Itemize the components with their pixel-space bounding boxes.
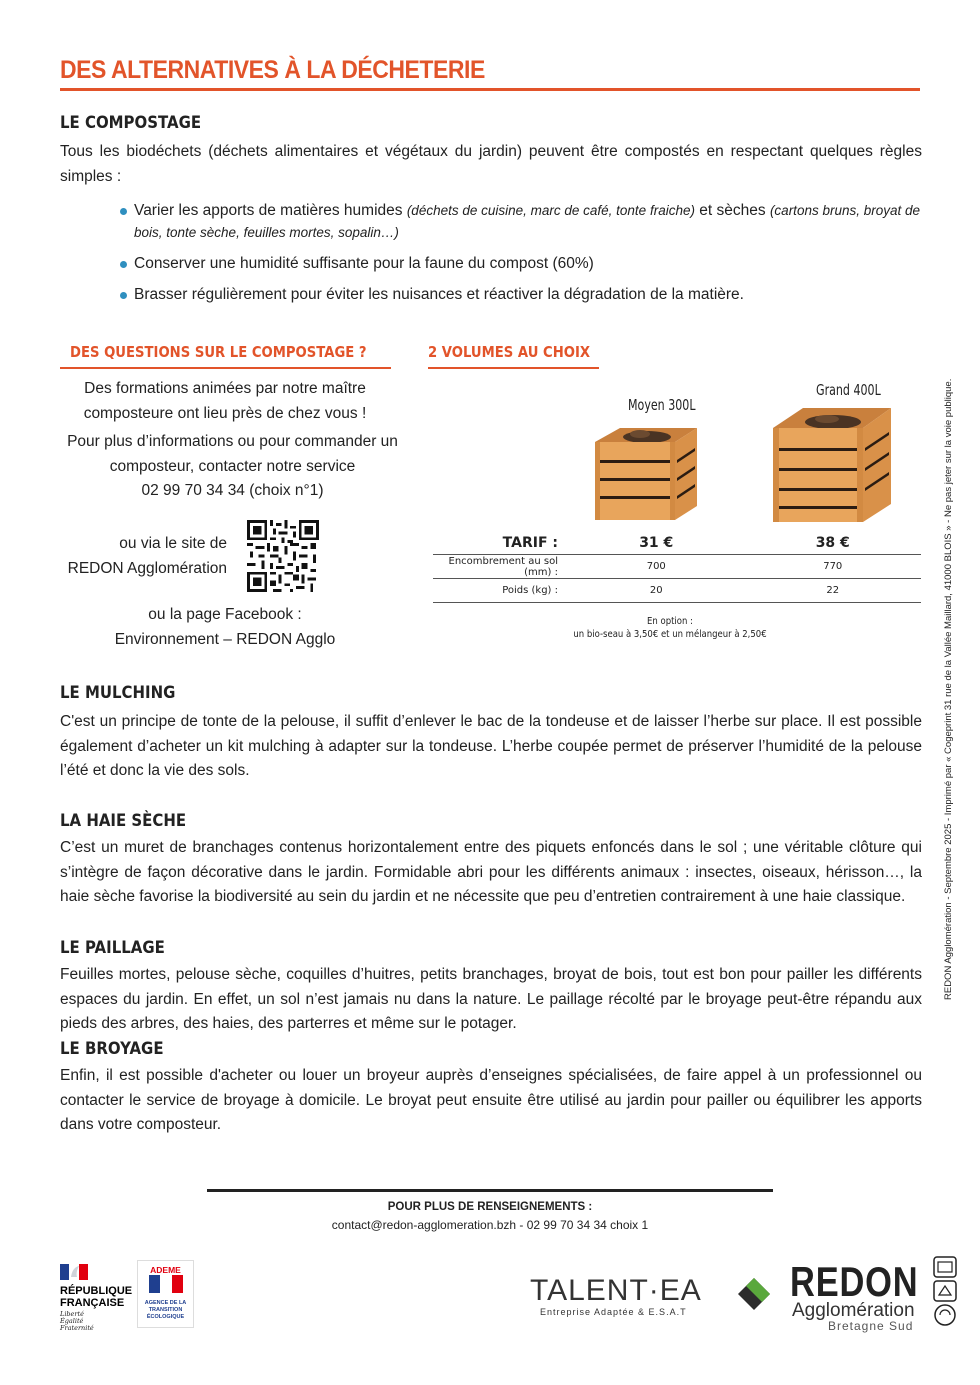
rf-line-2: FRANÇAISE [60,1297,125,1309]
list-item: Brasser régulièrement pour éviter les nuisances et réactiver la dégradation de la matière. [118,284,920,306]
crate-medium-illustration [585,420,700,525]
list-item: Conserver une humidité suffisante pour la faune du compost (60%) [118,253,920,275]
rf-line-1: RÉPUBLIQUE [60,1285,133,1297]
broyage-text: Enfin, il est possible d'acheter ou louer un broyeur auprès d’enseignes spécialisées, de faire appel à un professionnel ou contacter le service de broyage à domicile. Le broyat peut ensuite être utilisé au jardin pour pailler ou équilibrer les apports dans votre composteur. [60,1067,922,1133]
site-text [60,532,227,581]
paillage-heading: LE PAILLAGE [60,938,165,958]
mulching-heading: LE MULCHING [60,683,176,703]
compostage-intro: Tous les biodéchets (déchets alimentaires et végétaux du jardin) peuvent être compostés en respectant quelques règles simples : [60,143,922,185]
haie-text: C’est un muret de branchages contenus horizontalement entre des piquets enfoncés dans le sol ; une véritable clôture qui s’intègre de façon décorative dans le jardin. Formidable abri pour les différents animaux : insectes, oiseaux, hérisson…, la haie sèche favorise la biodiversité au sein du jardin et ne nécessite que peu d’entretien contrairement à une haie classique. [60,839,922,905]
cell-large: 22 [745,579,922,603]
talent-wordmark: TALENT·EA [530,1274,702,1307]
option-line-1: En option : [647,616,693,627]
table-row [433,579,921,603]
facebook-line-2[interactable]: Environnement – REDON Agglo [114,630,336,648]
crate-large-illustration [765,400,895,525]
ademe-sub: AGENCE DE LA TRANSITION ÉCOLOGIQUE [144,1300,187,1320]
redon-sub-2: Bretagne Sud [828,1319,914,1333]
row-label: Encombrement au sol (mm) : [433,555,568,579]
questions-p2: Pour plus d’informations ou pour commander un composteur, contacter notre service [67,433,398,475]
rf-motto-1: Liberté [60,1310,84,1318]
questions-phone: 02 99 70 34 34 (choix n°1) [141,482,324,499]
talent-ea-logo [530,1275,702,1317]
redon-wordmark: REDON [790,1258,919,1305]
talent-sub: Entreprise Adaptée & E.S.A.T [540,1307,687,1317]
site-line-1: ou via le site de [119,535,227,552]
table-row [433,555,921,579]
compostage-heading: LE COMPOSTAGE [60,113,202,133]
option-line-2: un bio-seau à 3,50€ et un mélangeur à 2,50€ [573,629,767,640]
cell-medium: 700 [568,555,745,579]
price-medium: 31 € [639,534,674,551]
footer-title: POUR PLUS DE RENSEIGNEMENTS : [387,1201,593,1213]
qr-code[interactable] [247,520,319,592]
ademe-label: ADEME [150,1265,181,1275]
crate-large-label: Grand 400L [816,381,881,399]
facebook-text [90,603,360,652]
rf-motto-3: Fraternité [60,1324,94,1332]
questions-title: DES QUESTIONS SUR LE COMPOSTAGE ? [70,343,367,361]
redon-agglomeration-logo [790,1258,947,1333]
ademe-mark-icon [149,1275,183,1293]
cell-large: 770 [745,555,922,579]
broyage-heading: LE BROYAGE [60,1039,164,1059]
title-divider [60,88,920,91]
recycling-icons [930,1255,960,1327]
price-table [433,531,921,603]
cell-medium: 20 [568,579,745,603]
site-line-2[interactable]: REDON Agglomération [67,559,227,577]
questions-p1: Des formations animées par notre maître composteure ont lieu près de chez vous ! [83,380,367,422]
paillage-text: Feuilles mortes, pelouse sèche, coquilles d’huitres, petits branchages, broyat de bois, tout est bon pour pailler les différents espaces du jardin. En effet, un sol n’est jamais nu dans la nature. Le paillage récolté par le broyage peut-être répandu aux pieds des arbres, des haies, des parterres et même sur le potager. [60,966,922,1032]
crate-medium-label: Moyen 300L [628,396,696,414]
price-large: 38 € [815,534,850,551]
footer-divider [207,1189,773,1192]
list-item: Varier les apports de matières humides (déchets de cuisine, marc de café, tonte fraiche) et sèches (cartons bruns, broyat de bois, tonte sèche, feuilles mortes, sopalin…) [118,200,920,244]
volumes-title: 2 VOLUMES AU CHOIX [428,343,591,361]
mulching-text: C'est un principe de tonte de la pelouse, il suffit d’enlever le bac de la tondeuse et de laisser l’herbe sur place. Il est possible également d’acheter un kit mulching à adapter sur la tondeuse. L’herbe coupée permet de préserver l’humidité de la pelouse l’été et donc la vie des sols. [60,713,922,779]
questions-divider [60,367,391,369]
facebook-line-1: ou la page Facebook : [148,606,302,623]
marianne-icon [60,1264,88,1280]
volumes-divider [428,367,599,369]
tarif-label: TARIF : [502,534,558,551]
option-note [560,615,781,641]
page-title: DES ALTERNATIVES À LA DÉCHETERIE [60,56,485,84]
table-row [433,531,921,555]
row-label: Poids (kg) : [433,579,568,603]
haie-heading: LA HAIE SÈCHE [60,811,187,831]
rf-motto-2: Égalité [60,1317,84,1325]
footer-contact[interactable]: contact@redon-agglomeration.bzh - 02 99 70 34 34 choix 1 [331,1218,649,1232]
redon-sub-1: Agglomération [792,1300,915,1321]
side-print-note: REDON Agglomération - Septembre 2025 - Imprimé par « Cogeprint 31 rue de la Vallée Maillard, 41000 BLOIS » - Ne pas jeter sur la voie publique. [943,378,954,1000]
ademe-logo [137,1260,194,1328]
republique-francaise-logo [60,1264,135,1332]
compostage-rules [118,200,920,315]
talent-diamond-icon [738,1278,770,1310]
